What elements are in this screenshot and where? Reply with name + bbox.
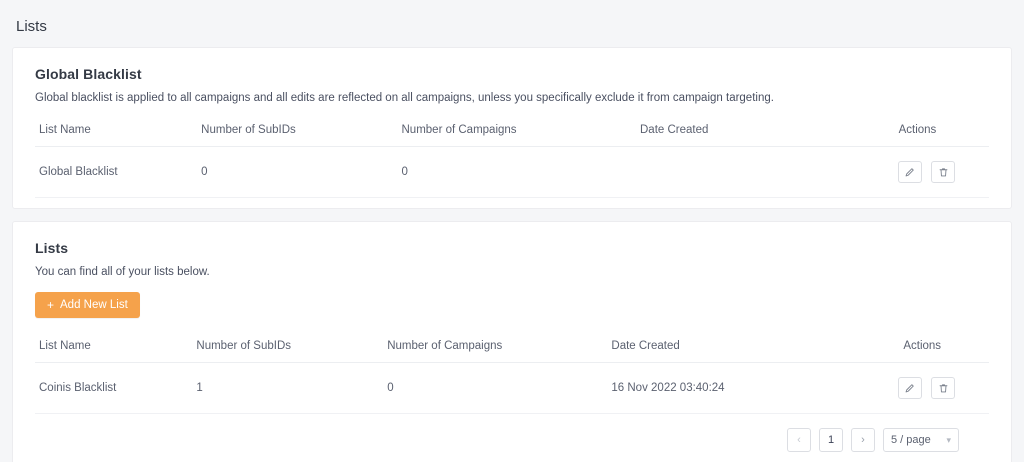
add-new-list-button[interactable] (35, 292, 140, 318)
chevron-down-icon: ▾ (946, 434, 951, 445)
global-blacklist-table-head (35, 118, 989, 147)
edit-button[interactable] (898, 161, 922, 183)
cell-list-name: Global Blacklist (35, 147, 197, 198)
column-header-date-created: Date Created (636, 118, 846, 147)
global-blacklist-description: Global blacklist is applied to all campaigns and all edits are reflected on all campaigns, unless you specifically exclude it from campaign targeting. (35, 92, 774, 104)
cell-list-name: Coinis Blacklist (35, 363, 192, 414)
table-header-row (35, 334, 989, 363)
plus-icon: + (47, 298, 55, 312)
column-header-actions: Actions (846, 118, 989, 147)
column-header-list-name: List Name (35, 118, 197, 147)
column-header-number-of-campaigns: Number of Campaigns (398, 118, 637, 147)
cell-date-created: 16 Nov 2022 03:40:24 (607, 363, 855, 414)
lists-card (12, 221, 1012, 462)
global-blacklist-card (12, 47, 1012, 209)
column-header-number-of-subids: Number of SubIDs (192, 334, 383, 363)
pagination-next-button[interactable]: › (851, 428, 875, 452)
lists-description: You can find all of your lists below. (35, 266, 210, 278)
add-new-list-label: Add New List (60, 299, 128, 311)
delete-button[interactable] (931, 161, 955, 183)
table-row (35, 147, 989, 198)
trash-icon (938, 383, 949, 394)
global-blacklist-table (35, 118, 989, 198)
pencil-icon (904, 383, 915, 394)
delete-button[interactable] (931, 377, 955, 399)
cell-actions (846, 147, 989, 198)
column-header-actions: Actions (855, 334, 989, 363)
global-blacklist-table-body (35, 147, 989, 198)
cell-actions (855, 363, 989, 414)
edit-button[interactable] (898, 377, 922, 399)
lists-table (35, 334, 989, 414)
table-header-row (35, 118, 989, 147)
cell-date-created (636, 147, 846, 198)
cell-number-of-subids: 1 (192, 363, 383, 414)
column-header-number-of-subids: Number of SubIDs (197, 118, 397, 147)
lists-table-head (35, 334, 989, 363)
pagination-prev-button[interactable]: ‹ (787, 428, 811, 452)
pencil-icon (904, 167, 915, 178)
page-size-select[interactable] (883, 428, 959, 452)
cell-number-of-campaigns: 0 (383, 363, 607, 414)
cell-number-of-subids: 0 (197, 147, 397, 198)
page-size-label: 5 / page (891, 434, 931, 446)
page-title: Lists (16, 18, 47, 35)
lists-table-body (35, 363, 989, 414)
trash-icon (938, 167, 949, 178)
table-row (35, 363, 989, 414)
lists-title: Lists (35, 240, 69, 256)
column-header-list-name: List Name (35, 334, 192, 363)
global-blacklist-title: Global Blacklist (35, 66, 142, 82)
column-header-date-created: Date Created (607, 334, 855, 363)
cell-number-of-campaigns: 0 (398, 147, 637, 198)
pagination-page-1[interactable]: 1 (819, 428, 843, 452)
pagination (35, 414, 989, 462)
column-header-number-of-campaigns: Number of Campaigns (383, 334, 607, 363)
